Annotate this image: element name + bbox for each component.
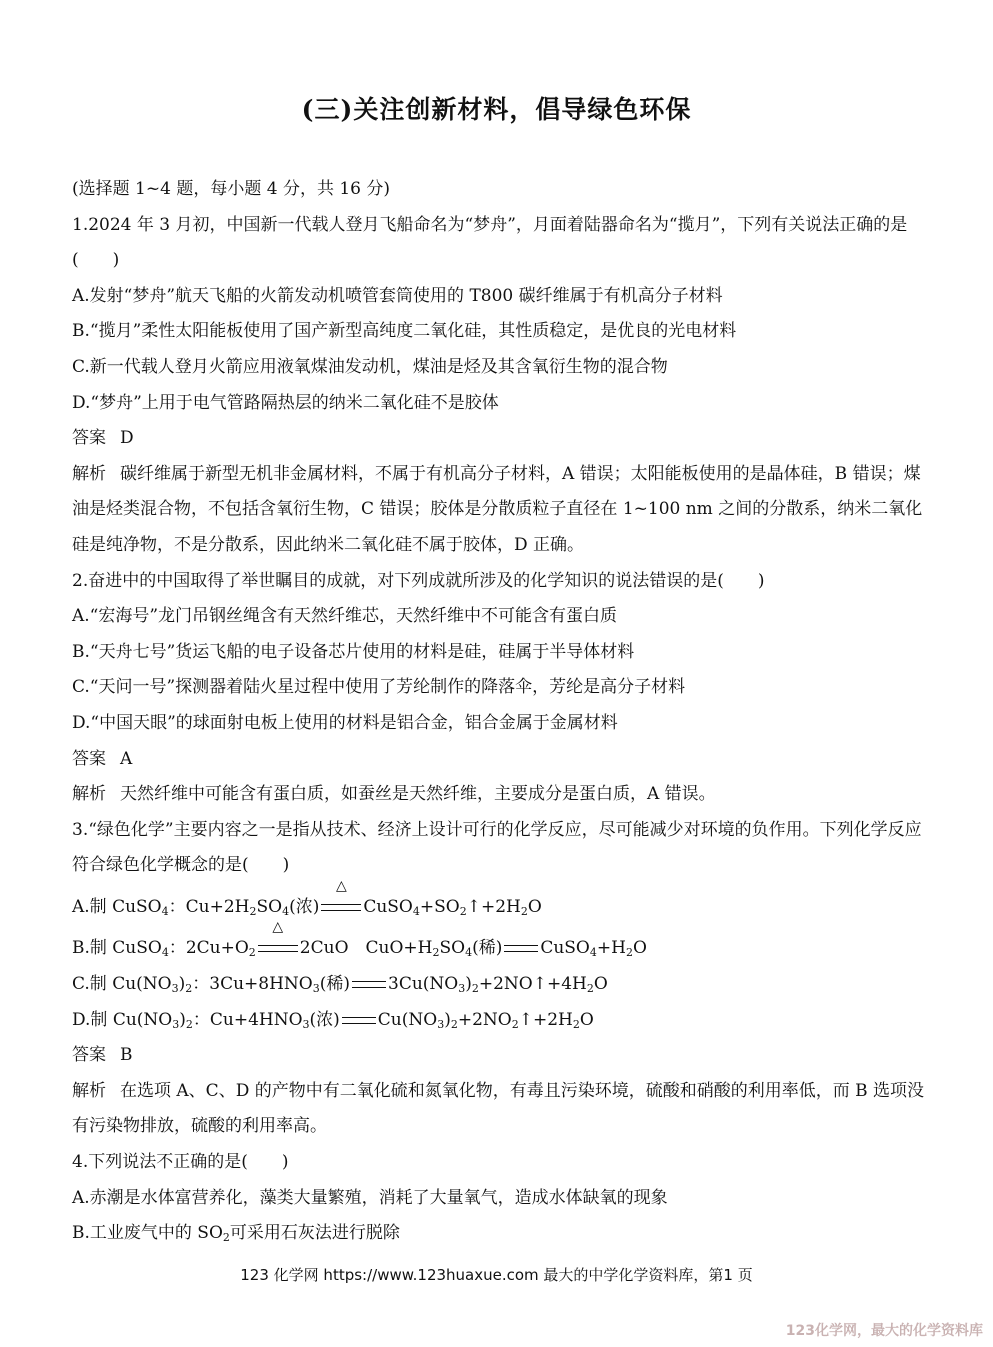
answer-label: 答案 xyxy=(72,748,106,769)
analysis-text: 在选项 A、C、D 的产物中有二氧化硫和氮氧化物，有毒且污染环境，硫酸和硝酸的利用率低，而 B 选项没有污染物排放，硫酸的利用率高。 xyxy=(72,1080,925,1137)
section-intro: (选择题 1~4 题，每小题 4 分，共 16 分) xyxy=(72,179,391,199)
q2-option-a: A.“宏海号”龙门吊钢丝绳含有天然纤维芯，天然纤维中不可能含有蛋白质 xyxy=(72,606,618,627)
q2-option-b: B.“天舟七号”货运飞船的电子设备芯片使用的材料是硅，硅属于半导体材料 xyxy=(72,641,635,662)
heat-symbol: △ xyxy=(272,919,284,936)
q3-option-d: D.制 $Cu(NO_3)_2$：$Cu+4HNO_3$(浓) $Cu(NO_3)_2+2NO_2↑+2H_2O$ xyxy=(72,1009,594,1031)
heat-condition xyxy=(258,919,298,952)
q3-option-a: A.制 CuSO$_4$：$Cu+2H_2SO_4$(浓) △ $CuSO_4+SO_2↑+2H_2O$ xyxy=(72,877,542,918)
q3-option-b: B.制 CuSO$_4$：$2Cu+O_2$ △ 2CuO $CuO+H_2SO_4$(稀) $CuSO_4+H_2O$ xyxy=(72,919,647,960)
q2-answer xyxy=(72,742,932,778)
analysis-label: 解析 xyxy=(72,1080,106,1101)
q1-option-c: C.新一代载人登月火箭应用液氧煤油发动机，煤油是烃及其含氧衍生物的混合物 xyxy=(72,356,668,377)
heat-condition xyxy=(321,877,361,911)
analysis-label: 解析 xyxy=(72,784,106,805)
q2-stem: 2.奋进中的中国取得了举世瞩目的成就，对下列成就所涉及的化学知识的说法错误的是( ) xyxy=(72,570,765,591)
answer-value: D xyxy=(120,428,134,449)
q1-option-a: A.发射“梦舟”航天飞船的火箭发动机喷管套筒使用的 T800 碳纤维属于有机高分子材料 xyxy=(72,285,723,306)
answer-label: 答案 xyxy=(72,428,106,449)
q1-stem: 1.2024 年 3 月初，中国新一代载人登月飞船命名为“梦舟”，月面着陆器命名为“揽月”，下列有关说法正确的是( ) xyxy=(72,214,908,271)
q3-analysis xyxy=(72,1074,932,1145)
q2-option-c: C.“天问一号”探测器着陆火星过程中使用了芳纶制作的降落伞，芳纶是高分子材料 xyxy=(72,677,686,698)
q2-analysis xyxy=(72,777,932,813)
q1-option-b: B.“揽月”柔性太阳能板使用了国产新型高纯度二氧化硅，其性质稳定，是优良的光电材料 xyxy=(72,321,737,342)
answer-label: 答案 xyxy=(72,1045,106,1066)
q1-option-d: D.“梦舟”上用于电气管路隔热层的纳米二氧化硅不是胶体 xyxy=(72,392,499,413)
page-footer: 123 化学网 https://www.123huaxue.com 最大的中学化学资料库，第1 页 xyxy=(240,1266,753,1284)
q1-answer xyxy=(72,421,932,457)
page-title: (三)关注创新材料，倡导绿色环保 xyxy=(301,95,692,124)
question-list xyxy=(72,172,932,1252)
analysis-text: 碳纤维属于新型无机非金属材料，不属于有机高分子材料，A 错误；太阳能板使用的是晶体硅，B 错误；煤油是烃类混合物，不包括含氧衍生物，C 错误；胶体是分散质粒子直径在 1~100 nm 之间的分散系，纳米二氧化硅是纯净物，不是分散系，因此纳米二氧化硅不属于胶体，D 正确。 xyxy=(72,463,923,555)
q3-stem: 3.“绿色化学”主要内容之一是指从技术、经济上设计可行的化学反应，尽可能减少对环境的负作用。下列化学反应符合绿色化学概念的是( ) xyxy=(72,819,922,876)
watermark: 123化学网，最大的化学资料库 xyxy=(785,1323,983,1339)
answer-value: B xyxy=(120,1045,133,1066)
q3-answer xyxy=(72,1038,932,1074)
q2-option-d: D.“中国天眼”的球面射电板上使用的材料是铝合金，铝合金属于金属材料 xyxy=(72,712,618,733)
q4-option-b: B.工业废气中的 $SO_2$可采用石灰法进行脱除 xyxy=(72,1223,400,1245)
analysis-label: 解析 xyxy=(72,463,106,484)
q4-option-a: A.赤潮是水体富营养化，藻类大量繁殖，消耗了大量氧气，造成水体缺氧的现象 xyxy=(72,1187,668,1208)
q3-option-c: C.制 $Cu(NO_3)_2$：$3Cu+8HNO_3$(稀) $3Cu(NO_3)_2+2NO↑+4H_2O$ xyxy=(72,974,608,996)
q4-stem: 4.下列说法不正确的是( ) xyxy=(72,1152,289,1173)
answer-value: A xyxy=(120,748,133,769)
heat-symbol: △ xyxy=(335,877,347,894)
q1-analysis xyxy=(72,457,932,564)
analysis-text: 天然纤维中可能含有蛋白质，如蚕丝是天然纤维，主要成分是蛋白质，A 错误。 xyxy=(120,784,716,805)
